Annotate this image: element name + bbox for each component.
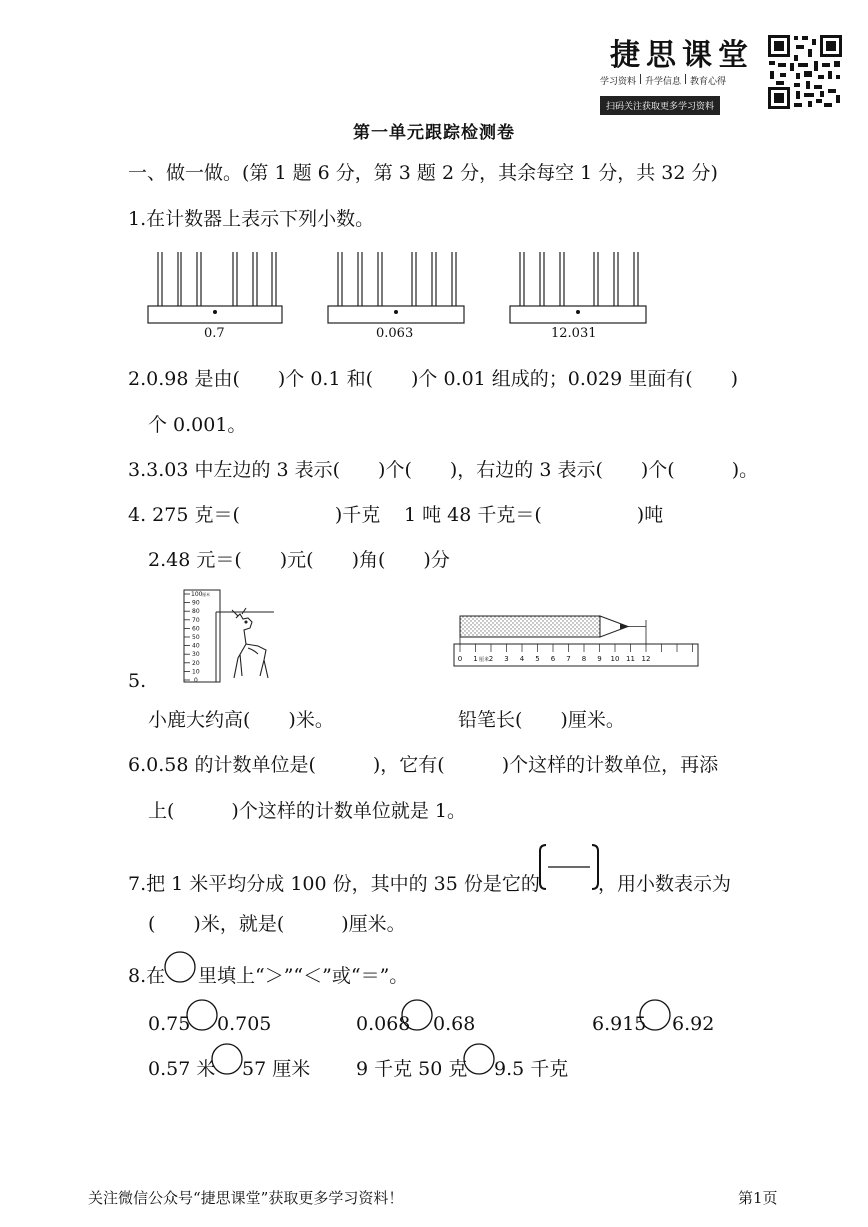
ruler-tick: 12 [641,655,651,663]
scale-tick: 20 [192,659,200,667]
abacus-3 [508,248,650,328]
abacus-2 [326,248,468,328]
brand-tag: 学习资料 [600,77,637,87]
q8-item-left: 6.915 [592,1013,647,1035]
ruler-tick: 1 [473,655,478,663]
abacus-2-label: 0.063 [376,326,414,341]
ruler-unit: 厘米 [478,657,490,663]
q8-item-right: 57 厘米 [242,1058,311,1080]
ruler-tick: 10 [610,655,620,663]
section-heading: 一、做一做。(第 1 题 6 分，第 3 题 2 分，其余每空 1 分，共 32 分) [128,162,718,184]
q4-a: 4. 275 克＝( )千克 [128,504,381,526]
pencil-ruler-figure [452,606,700,672]
q8-item-left: 0.068 [356,1013,411,1035]
q2-line2: 个 0.001。 [148,414,247,436]
q8-text-b: 里填上“＞”“＜”或“＝”。 [198,965,409,987]
ruler-tick: 7 [566,655,571,663]
ruler-tick: 11 [626,655,635,663]
compare-circle [638,998,672,1032]
q8-item-left: 0.57 米 [148,1058,216,1080]
abacus-1-label: 0.7 [204,326,225,341]
q7-line1b: ，用小数表示为 [598,873,732,895]
brand-name: 捷思课堂 [610,38,754,73]
q8-item-right: 0.705 [217,1013,272,1035]
scale-tick: 40 [192,642,200,650]
page-number: 第1页 [738,1189,778,1207]
ruler-tick: 2 [488,655,494,663]
q8-item-left: 0.75 [148,1013,191,1035]
q3-text: 3.3.03 中左边的 3 表示( )个( )，右边的 3 表示( )个( )。 [128,459,759,481]
fraction-box [538,843,600,891]
scale-tick: 90 [192,599,200,607]
deer-icon [232,608,268,678]
scale-tick: 50 [192,634,200,641]
abacus-3-label: 12.031 [551,326,597,341]
compare-circle [462,1042,496,1076]
qr-code-icon [766,33,844,111]
deer-height-figure [180,588,280,686]
ruler-tick: 9 [597,655,602,663]
q4-b: 1 吨 48 千克＝( )吨 [404,504,664,526]
ruler-tick: 8 [581,655,587,663]
scale-tick: 30 [192,651,200,659]
compare-circle [185,998,219,1032]
pencil-icon [460,616,646,637]
q4-c: 2.48 元＝( )元( )角( )分 [148,549,450,571]
q2-line1: 2.0.98 是由( )个 0.1 和( )个 0.01 组成的；0.029 里面有( ) [128,368,739,390]
ruler-tick: 6 [550,655,556,663]
q8-item-right: 0.68 [433,1013,476,1035]
q8-text-a: 8.在 [128,965,166,987]
scale-unit: 厘米 [202,592,210,597]
q6-line1: 6.0.58 的计数单位是( )，它有( )个这样的计数单位，再添 [128,754,719,776]
brand-tag: 升学信息 [645,77,682,87]
compare-circle [163,950,197,984]
ruler-tick: 5 [535,655,540,663]
q8-item-left: 9 千克 50 克 [356,1058,468,1080]
ruler-tick: 4 [519,655,525,663]
ruler-tick: 3 [504,655,509,663]
q5-deer-text: 小鹿大约高( )米。 [148,709,334,731]
compare-circle [400,998,434,1032]
footer-text: 关注微信公众号“捷思课堂”获取更多学习资料！ [88,1189,404,1207]
brand-tag: 教育心得 [690,77,727,87]
q7-line2: ( )米，就是( )厘米。 [148,913,406,935]
compare-circle [210,1042,244,1076]
q6-line2: 上( )个这样的计数单位就是 1。 [148,800,466,822]
page-title: 第一单元跟踪检测卷 [353,123,515,143]
brand-bar: 扫码关注获取更多学习资料 [600,96,720,115]
scale-tick: 100 [191,591,203,598]
q8-item-right: 6.92 [672,1013,715,1035]
q1-text: 1.在计数器上表示下列小数。 [128,208,375,230]
scale-tick: 80 [192,608,200,616]
scale-tick: 10 [192,668,200,676]
scale-tick: 60 [192,625,200,633]
q7-line1a: 7.把 1 米平均分成 100 份，其中的 35 份是它的 [128,873,540,895]
abacus-1 [146,248,286,328]
scale-tick: 0 [194,677,198,684]
ruler-tick: 0 [457,655,463,663]
q5-number: 5. [128,670,147,692]
scale-tick: 70 [192,616,200,624]
q8-item-right: 9.5 千克 [494,1058,569,1080]
q5-pencil-text: 铅笔长( )厘米。 [458,709,625,731]
brand-tags [600,74,726,87]
